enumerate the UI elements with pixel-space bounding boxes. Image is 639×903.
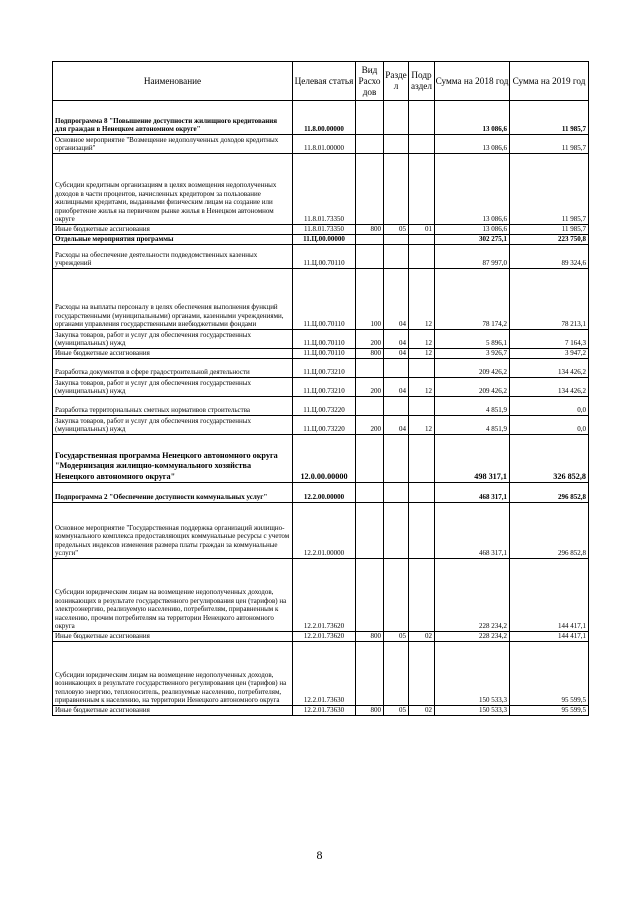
cell-row-name: Закупка товаров, работ и услуг для обеспечения государственных (муниципальных) нужд: [53, 416, 293, 435]
cell-target-article: 12.2.01.00000: [293, 503, 356, 559]
cell-section: [384, 245, 409, 269]
cell-sum-2019: 11 985,7: [510, 135, 589, 154]
budget-table: [52, 61, 589, 716]
cell-sum-2019: 11 985,7: [510, 101, 589, 135]
cell-target-article: 11.Ц.00.73220: [293, 397, 356, 416]
cell-target-article: 11.8.01.73350: [293, 154, 356, 225]
cell-expense-type: [356, 559, 384, 632]
cell-target-article: 11.Ц.00.70110: [293, 269, 356, 330]
table-row: [53, 245, 589, 269]
table-row: [53, 101, 589, 135]
cell-expense-type: [356, 503, 384, 559]
cell-expense-type: 800: [356, 632, 384, 642]
cell-sum-2019: 326 852,8: [510, 435, 589, 483]
cell-subsection: [409, 101, 435, 135]
header-sum-2019: Сумма на 2019 год: [510, 62, 589, 101]
cell-row-name: Иные бюджетные ассигнования: [53, 349, 293, 359]
cell-sum-2018: 4 851,9: [435, 397, 510, 416]
cell-section: [384, 397, 409, 416]
cell-target-article: 11.8.01.00000: [293, 135, 356, 154]
cell-section: [384, 642, 409, 706]
cell-row-name: Закупка товаров, работ и услуг для обеспечения государственных (муниципальных) нужд: [53, 378, 293, 397]
cell-subsection: [409, 359, 435, 378]
page-number: 8: [316, 848, 323, 862]
cell-expense-type: [356, 483, 384, 503]
cell-row-name: Подпрограмма 2 "Обеспечение доступности коммунальных услуг": [53, 483, 293, 503]
cell-sum-2018: 302 275,1: [435, 235, 510, 245]
cell-subsection: 01: [409, 225, 435, 235]
cell-section: 05: [384, 706, 409, 716]
header-target-article: Целевая статья: [293, 62, 356, 101]
cell-sum-2018: 4 851,9: [435, 416, 510, 435]
cell-subsection: 12: [409, 416, 435, 435]
cell-section: [384, 359, 409, 378]
cell-subsection: [409, 235, 435, 245]
cell-sum-2018: 228 234,2: [435, 632, 510, 642]
cell-sum-2018: 5 896,1: [435, 330, 510, 349]
cell-subsection: [409, 435, 435, 483]
cell-target-article: 11.Ц.00.73210: [293, 359, 356, 378]
table-body: [53, 101, 589, 716]
cell-section: [384, 503, 409, 559]
cell-sum-2018: 468 317,1: [435, 483, 510, 503]
cell-sum-2019: 0,0: [510, 416, 589, 435]
cell-subsection: 12: [409, 378, 435, 397]
cell-section: [384, 483, 409, 503]
cell-section: [384, 559, 409, 632]
cell-section: 04: [384, 330, 409, 349]
cell-row-name: Подпрограмма 8 "Повышение доступности жилищного кредитования для граждан в Ненецком автономном округе": [53, 101, 293, 135]
cell-sum-2018: 87 997,0: [435, 245, 510, 269]
cell-expense-type: [356, 397, 384, 416]
table-row: [53, 397, 589, 416]
table-row: [53, 378, 589, 397]
cell-sum-2019: 296 852,8: [510, 483, 589, 503]
cell-target-article: 11.Ц.00.00000: [293, 235, 356, 245]
cell-section: [384, 154, 409, 225]
cell-target-article: 12.2.01.73630: [293, 642, 356, 706]
cell-sum-2018: 78 174,2: [435, 269, 510, 330]
cell-sum-2019: 78 213,1: [510, 269, 589, 330]
cell-row-name: Расходы на выплаты персоналу в целях обеспечения выполнения функций государственными (муниципальными) органами, казенными учреждениями, органами управления государственными внебюджетными фондами: [53, 269, 293, 330]
cell-target-article: 12.2.01.73630: [293, 706, 356, 716]
cell-subsection: [409, 559, 435, 632]
cell-expense-type: 200: [356, 378, 384, 397]
cell-row-name: Субсидии юридическим лицам на возмещение недополученных доходов, возникающих в результате государственного регулирования цен (тарифов) на тепловую энергию, теплоноситель, реализуемые населению, потребителям, приравненным к населению, на территории Ненецкого автономного округа: [53, 642, 293, 706]
cell-expense-type: 800: [356, 706, 384, 716]
cell-sum-2019: 3 947,2: [510, 349, 589, 359]
cell-sum-2018: 228 234,2: [435, 559, 510, 632]
cell-sum-2019: 223 750,8: [510, 235, 589, 245]
cell-subsection: [409, 154, 435, 225]
cell-sum-2018: 209 426,2: [435, 359, 510, 378]
header-section: Разде л: [384, 62, 409, 101]
cell-sum-2018: 13 086,6: [435, 135, 510, 154]
cell-section: [384, 101, 409, 135]
cell-subsection: 02: [409, 706, 435, 716]
cell-expense-type: 800: [356, 225, 384, 235]
cell-row-name: Субсидии юридическим лицам на возмещение недополученных доходов, возникающих в результате государственного регулирования цен (тарифов) на электроэнергию, реализуемую населению, потребителям, приравненным к населению, прочим потребителям на территории Ненецкого автономного округа: [53, 559, 293, 632]
cell-subsection: 02: [409, 632, 435, 642]
cell-expense-type: [356, 101, 384, 135]
cell-row-name: Иные бюджетные ассигнования: [53, 225, 293, 235]
cell-sum-2019: 0,0: [510, 397, 589, 416]
cell-target-article: 11.Ц.00.70110: [293, 349, 356, 359]
header-name: Наименование: [53, 62, 293, 101]
cell-section: 04: [384, 349, 409, 359]
cell-section: 05: [384, 632, 409, 642]
table-row: [53, 642, 589, 706]
cell-sum-2018: 150 533,3: [435, 706, 510, 716]
cell-sum-2019: 134 426,2: [510, 359, 589, 378]
cell-expense-type: [356, 642, 384, 706]
cell-sum-2019: 95 599,5: [510, 642, 589, 706]
cell-subsection: 12: [409, 330, 435, 349]
cell-subsection: [409, 503, 435, 559]
table-row: [53, 483, 589, 503]
cell-sum-2019: 144 417,1: [510, 632, 589, 642]
cell-expense-type: [356, 135, 384, 154]
cell-row-name: Отдельные мероприятия программы: [53, 235, 293, 245]
header-sum-2018: Сумма на 2018 год: [435, 62, 510, 101]
cell-row-name: Основное мероприятие "Возмещение недополученных доходов кредитных организаций": [53, 135, 293, 154]
cell-target-article: 12.2.01.73620: [293, 559, 356, 632]
header-subsection: Подр аздел: [409, 62, 435, 101]
cell-row-name: Иные бюджетные ассигнования: [53, 632, 293, 642]
cell-target-article: 12.0.00.00000: [293, 435, 356, 483]
cell-target-article: 11.Ц.00.70110: [293, 245, 356, 269]
cell-sum-2018: 13 086,6: [435, 101, 510, 135]
table-row: [53, 135, 589, 154]
cell-expense-type: [356, 245, 384, 269]
cell-sum-2019: 7 164,3: [510, 330, 589, 349]
cell-sum-2019: 144 417,1: [510, 559, 589, 632]
cell-section: 04: [384, 269, 409, 330]
cell-target-article: 12.2.00.00000: [293, 483, 356, 503]
cell-target-article: 11.Ц.00.73220: [293, 416, 356, 435]
cell-sum-2018: 498 317,1: [435, 435, 510, 483]
cell-row-name: Субсидии кредитным организациям в целях возмещения недополученных доходов в части процентов, начисленных кредитором за пользование жилищными кредитами, выданными физическим лицам на создание или приобретение жилья на первичном рынке жилья в Ненецком автономном округе: [53, 154, 293, 225]
cell-target-article: 11.Ц.00.73210: [293, 378, 356, 397]
cell-subsection: [409, 245, 435, 269]
table-header-row: [53, 62, 589, 101]
table-row: [53, 503, 589, 559]
table-row: [53, 706, 589, 716]
table-row: [53, 435, 589, 483]
cell-subsection: [409, 397, 435, 416]
cell-row-name: Расходы на обеспечение деятельности подведомственных казенных учреждений: [53, 245, 293, 269]
cell-target-article: 11.8.01.73350: [293, 225, 356, 235]
cell-section: 04: [384, 416, 409, 435]
cell-expense-type: 800: [356, 349, 384, 359]
cell-row-name: Разработка территориальных сметных нормативов строительства: [53, 397, 293, 416]
cell-row-name: Основное мероприятие "Государственная поддержка организаций жилищно-коммунального комплекса предоставляющих коммунальные ресурсы с учетом предельных индексов изменения размера платы граждан за коммунальные услуги": [53, 503, 293, 559]
table-row: [53, 330, 589, 349]
cell-row-name: Разработка документов в сфере градостроительной деятельности: [53, 359, 293, 378]
cell-section: [384, 235, 409, 245]
table-row: [53, 225, 589, 235]
cell-sum-2018: 13 086,6: [435, 225, 510, 235]
header-expense-type: Вид Расхо дов: [356, 62, 384, 101]
cell-row-name: Закупка товаров, работ и услуг для обеспечения государственных (муниципальных) нужд: [53, 330, 293, 349]
cell-target-article: 12.2.01.73620: [293, 632, 356, 642]
table-row: [53, 235, 589, 245]
table-row: [53, 349, 589, 359]
cell-row-name: Государственная программа Ненецкого автономного округа "Модернизация жилищно-коммунального хозяйства Ненецкого автономного округа": [53, 435, 293, 483]
cell-sum-2019: 134 426,2: [510, 378, 589, 397]
cell-section: [384, 135, 409, 154]
cell-target-article: 11.8.00.00000: [293, 101, 356, 135]
cell-subsection: [409, 642, 435, 706]
cell-sum-2018: 13 086,6: [435, 154, 510, 225]
table-row: [53, 154, 589, 225]
cell-expense-type: 200: [356, 330, 384, 349]
cell-sum-2019: 95 599,5: [510, 706, 589, 716]
table-row: [53, 559, 589, 632]
cell-sum-2018: 3 926,7: [435, 349, 510, 359]
table-row: [53, 269, 589, 330]
table-row: [53, 359, 589, 378]
table-row: [53, 632, 589, 642]
cell-expense-type: [356, 435, 384, 483]
cell-sum-2019: 11 985,7: [510, 154, 589, 225]
cell-subsection: [409, 483, 435, 503]
cell-row-name: Иные бюджетные ассигнования: [53, 706, 293, 716]
cell-subsection: [409, 135, 435, 154]
cell-subsection: 12: [409, 349, 435, 359]
cell-sum-2018: 150 533,3: [435, 642, 510, 706]
cell-section: 04: [384, 378, 409, 397]
cell-sum-2019: 11 985,7: [510, 225, 589, 235]
table-row: [53, 416, 589, 435]
cell-expense-type: [356, 235, 384, 245]
cell-sum-2019: 296 852,8: [510, 503, 589, 559]
cell-target-article: 11.Ц.00.70110: [293, 330, 356, 349]
cell-expense-type: [356, 154, 384, 225]
cell-expense-type: 100: [356, 269, 384, 330]
cell-sum-2018: 468 317,1: [435, 503, 510, 559]
cell-expense-type: 200: [356, 416, 384, 435]
cell-sum-2019: 89 324,6: [510, 245, 589, 269]
cell-section: [384, 435, 409, 483]
cell-subsection: 12: [409, 269, 435, 330]
cell-sum-2018: 209 426,2: [435, 378, 510, 397]
cell-expense-type: [356, 359, 384, 378]
cell-section: 05: [384, 225, 409, 235]
